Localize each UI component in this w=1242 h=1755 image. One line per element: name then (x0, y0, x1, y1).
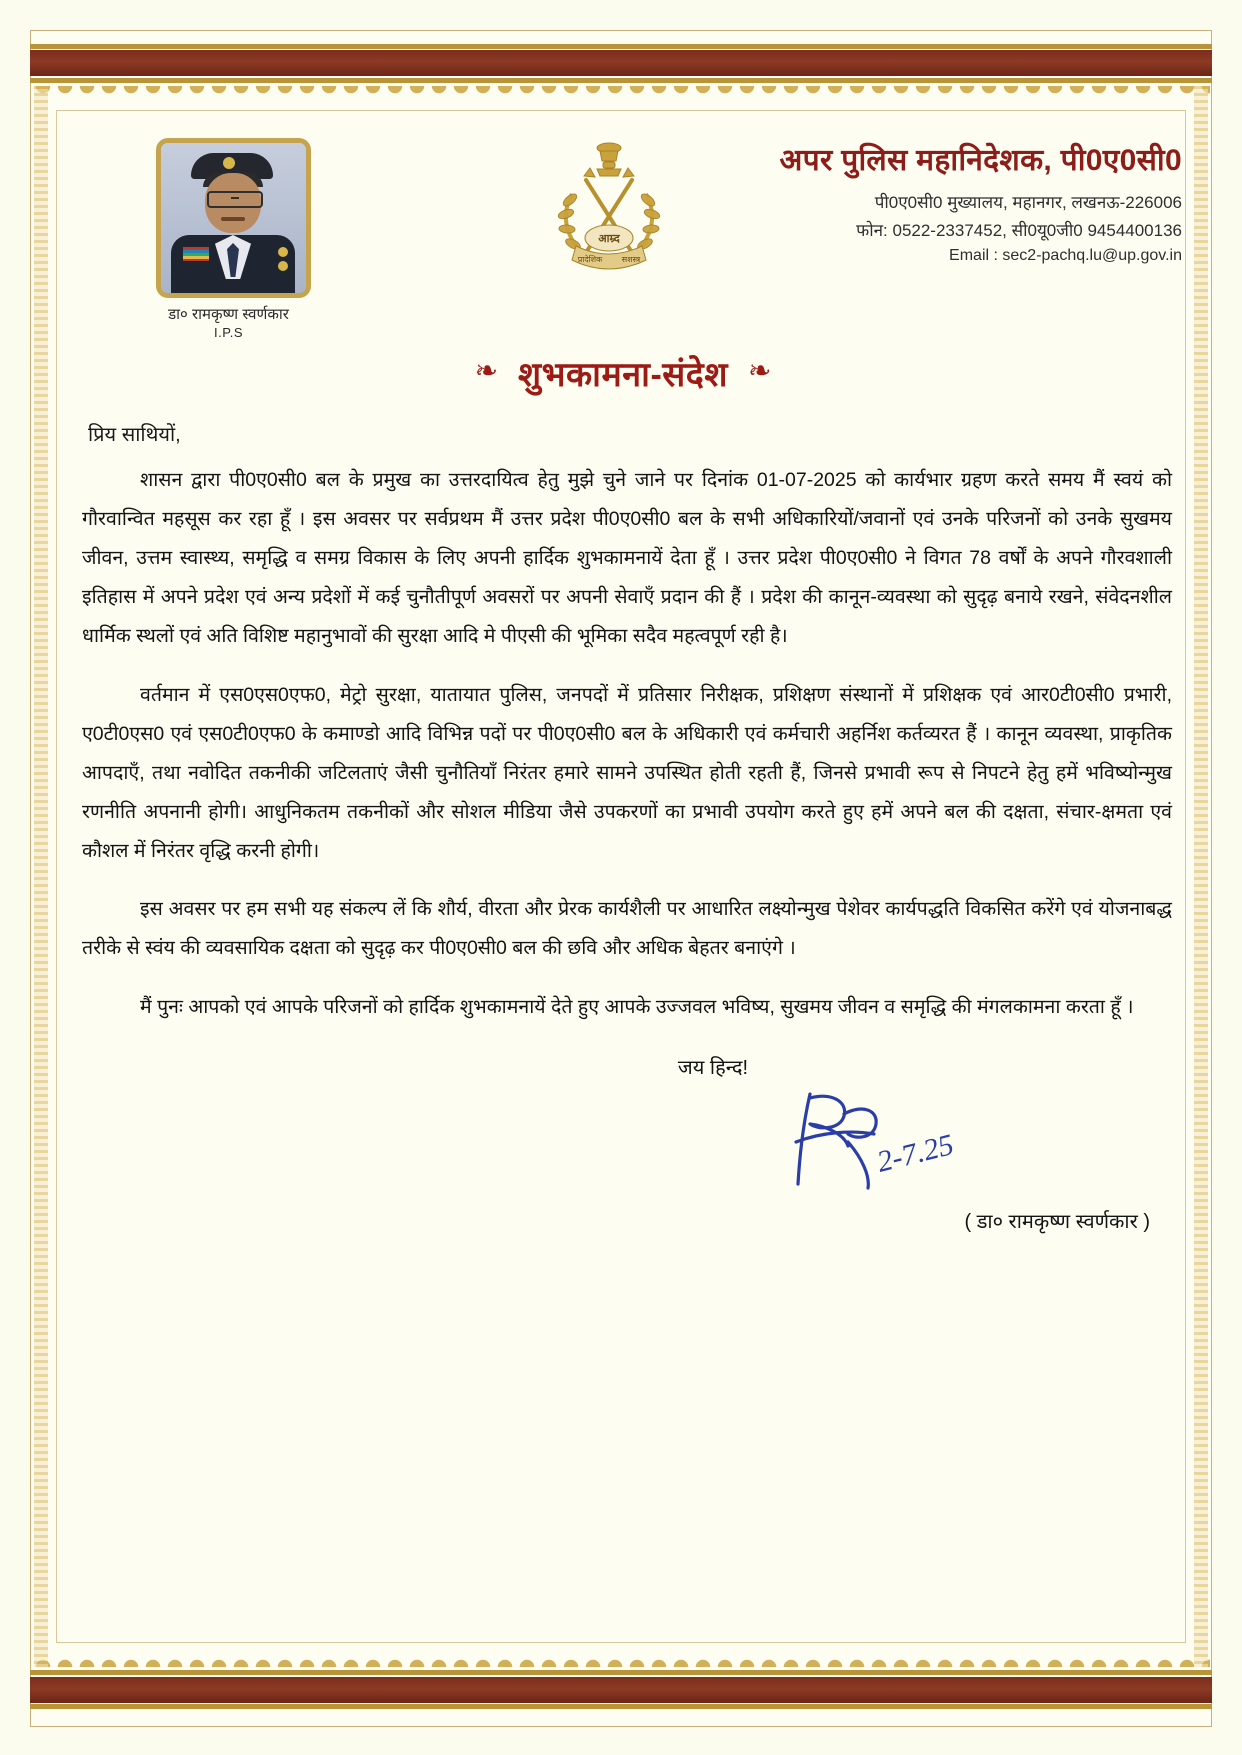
signature-name: ( डा० रामकृष्ण स्वर्णकार ) (964, 1210, 1150, 1233)
document-title-row (64, 350, 1182, 396)
letterhead (64, 116, 1182, 340)
bottom-decorative-bar (30, 1677, 1212, 1703)
body-paragraph-2: वर्तमान में एस0एस0एफ0, मेट्रो सुरक्षा, यातायात पुलिस, जनपदों में प्रतिसार निरीक्षक, प्रशिक्षण संस्थानों में प्रशिक्षक एवं आर0टी0सी0 प्रभारी, ए0टी0एस0 एवं एस0टी0एफ0 के कमाण्डो आदि विभिन्न पदों पर पी0ए0सी0 बल के अधिकारी एवं कर्मचारी अहर्निश कर्तव्यरत हैं । कानून व्यवस्था, प्राकृतिक आपदाएँ, तथा नवोदित तकनीकी जटिलताएं जैसी चुनौतियाँ निरंतर हमारे सामने उपस्थित होती रहती हैं, जिनसे प्रभावी रूप से निपटने हेतु हमें भविष्योन्मुख रणनीति अपनानी होगी। आधुनिकतम तकनीकों और सोशल मीडिया जैसे उपकरणों का प्रभावी उपयोग करते हुए हमें अपने बल की दक्षता, संचार-क्षमता एवं कौशल में निरंतर वृद्धि करनी होगी। (82, 683, 1172, 862)
top-scallop-lace (32, 86, 1210, 108)
officer-portrait-photo (156, 138, 311, 298)
ornament-right-icon: ❧ (747, 356, 772, 387)
bottom-scallop-lace (32, 1645, 1210, 1667)
svg-text:2-7.25: 2-7.25 (873, 1127, 957, 1179)
body-paragraph-4: मैं पुनः आपको एवं आपके परिजनों को हार्दिक शुभकामनायें देते हुए आपके उज्जवल भविष्य, सुखमय जीवन व समृद्धि की मंगलकामना करता हूँ । (140, 995, 1134, 1018)
handwritten-signature (752, 1080, 982, 1200)
salutation: प्रिय साथियों, (88, 424, 181, 446)
letterhead-text-block (482, 138, 1182, 265)
svg-text:आम्र्द: आम्र्द (598, 233, 620, 245)
right-gold-rail (1194, 86, 1208, 1667)
officer-rank: I.P.S (213, 324, 243, 340)
left-gold-rail (34, 86, 48, 1667)
top-gold-rule-outer (30, 44, 1212, 49)
body-paragraph-3: इस अवसर पर हम सभी यह संकल्प लें कि शौर्य, वीरता और प्रेरक कार्यशैली पर आधारित लक्ष्योन्मुख पेशेवर कार्यपद्धति विकसित करेंगे एवं योजनाबद्ध तरीके से स्वंय की व्यवसायिक दक्षता को सुदृढ़ कर पी0ए0सी0 बल की छवि और अधिक बेहतर बनाएंगे । (82, 898, 1172, 959)
bottom-gold-rule-outer (30, 1704, 1212, 1709)
letter-content (64, 116, 1182, 1635)
department-phone: फोन: 0522-2337452, सी0यू0जी0 9454400136 (856, 221, 1182, 241)
top-gold-rule-inner (30, 78, 1212, 83)
svg-text:प्रादेशिक: प्रादेशिक (577, 255, 603, 264)
ornament-left-icon: ❧ (474, 356, 499, 387)
page-title: शुभकामना-संदेश (518, 356, 728, 394)
department-title: अपर पुलिस महानिदेशक, पी0ए0सी0 (779, 144, 1182, 177)
department-address: पी0ए0सी0 मुख्यालय, महानगर, लखनऊ-226006 (874, 193, 1182, 212)
top-decorative-bar (30, 50, 1212, 76)
officer-photo-block (156, 138, 301, 341)
svg-text:सशस्त्र: सशस्त्र (621, 255, 641, 264)
closing-salutation: जय हिन्द! (677, 1056, 749, 1079)
department-email: Email : sec2-pachq.lu@up.gov.in (949, 247, 1182, 265)
officer-name: डा० रामकृष्ण स्वर्णकार (168, 306, 289, 323)
officer-photo-caption (156, 306, 301, 341)
bottom-gold-rule-inner (30, 1670, 1212, 1675)
signature-block (64, 1084, 1182, 1234)
body-paragraph-1: शासन द्वारा पी0ए0सी0 बल के प्रमुख का उत्तरदायित्व हेतु मुझे चुने जाने पर दिनांक 01-07-2025 को कार्यभार ग्रहण करते समय मैं स्वयं को गौरवान्वित महसूस कर रहा हूँ । इस अवसर पर सर्वप्रथम मैं उत्तर प्रदेश पी0ए0सी0 बल के सभी अधिकारियों/जवानों एवं उनके परिजनों को उनके सुखमय जीवन, उत्तम स्वास्थ्य, समृद्धि व समग्र विकास के लिए अपनी हार्दिक शुभकामनायें देता हूँ । उत्तर प्रदेश पी0ए0सी0 ने विगत 78 वर्षों के अपने गौरवशाली इतिहास में अपने प्रदेश एवं अन्य प्रदेशों में कई चुनौतीपूर्ण अवसरों पर अपनी सेवाएँ प्रदान की हैं । प्रदेश की कानून-व्यवस्था को सुदृढ़ बनाये रखने, संवेदनशील धार्मिक स्थलों एवं अति विशिष्ट महानुभावों की सुरक्षा आदि मे पीएसी की भूमिका सदैव महत्वपूर्ण रही है। (82, 469, 1172, 647)
